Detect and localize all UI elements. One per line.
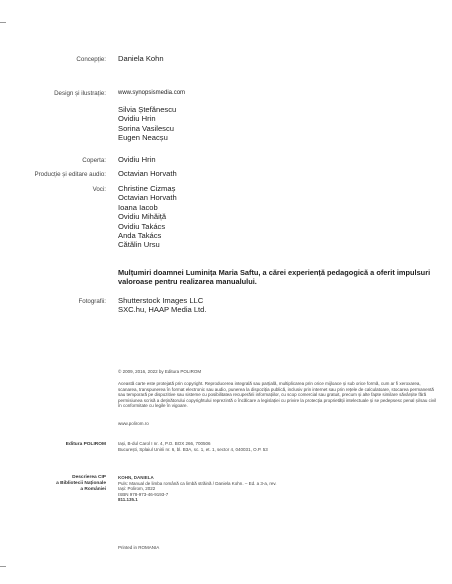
cip-classification: 811.135.1 (118, 497, 138, 503)
copyright-line: © 2009, 2016, 2022 by Editura POLIROM (118, 369, 202, 374)
fotografii-label: Fotografii: (78, 298, 106, 305)
voice-name: Ovidiu Mihăiță (118, 212, 167, 222)
coperta-label: Coperta: (82, 157, 106, 164)
crop-mark-top (0, 22, 6, 23)
design-person: Silvia Ștefănescu (118, 105, 177, 114)
publisher-website: www.polirom.ro (118, 421, 149, 426)
voice-name: Ovidiu Takács (118, 221, 166, 231)
design-person: Ovidiu Hrin (118, 114, 156, 124)
copyright-notice: Această carte este protejată prin copyright. Reproducerea integrală sau parțială, multiplicarea prin orice mijloace și sub orice formă, cum ar fi xeroxarea, scanarea, transpunerea în format electronic sau audio, punerea la dispoziția publică, inclusiv prin internet sau prin rețele de calculatoare, stocarea permanentă sau temporară pe dispozitive sau sisteme cu posibilitatea recuperării informațiilor, cu scop comercial sau gratuit, precum și alte fapte similare săvârșite fără permisiunea scrisă a deținătorului copyrightului reprezintă o încălcare a legislației cu privire la protecția proprietății intelectuale și se pedepsesc penal și/sau civil în conformitate cu legile în vigoare. (118, 381, 437, 409)
conceptie-value: Daniela Kohn (118, 54, 164, 63)
conceptie-label: Concepție: (76, 56, 106, 63)
photo-source: Shutterstock Images LLC (118, 296, 204, 305)
voice-name: Cătălin Ursu (118, 240, 160, 250)
cip-label: Descrierea CIP a Bibliotecii Naționale a României (56, 475, 106, 492)
fotografii-list (118, 296, 207, 315)
cip-line: Iași: Polirom, 2022 (118, 486, 156, 492)
design-person: Sorina Vasilescu (118, 123, 174, 133)
cip-line: ISBN 978-973-46-9193-7 (118, 491, 169, 497)
voice-name: Anda Takács (118, 231, 162, 241)
cip-line: Puls: Manual de limba română ca limbă străină / Daniela Kohn. – Ed. a 3-a, rev. (118, 480, 277, 486)
design-person: Eugen Neacșu (118, 133, 168, 143)
cip-author: KOHN, DANIELA (118, 475, 154, 480)
design-label: Design și ilustrație: (54, 90, 106, 97)
publisher-addresses (118, 441, 440, 452)
acknowledgement-text: Mulțumiri doamnei Luminița Maria Saftu, a cărei experiență pedagogică a oferit impulsuri valoroase pentru realizarea manualului. (118, 268, 431, 287)
productie-label: Producție și editare audio: (34, 171, 106, 178)
productie-value: Octavian Horvath (118, 169, 177, 178)
voice-name: Christine Cizmaș (118, 184, 176, 193)
design-people-list (118, 105, 176, 143)
publisher-label: Editura POLIROM (65, 442, 106, 447)
voice-name: Octavian Horvath (118, 193, 177, 203)
voice-name: Ioana Iacob (118, 202, 158, 212)
cip-record (118, 475, 440, 503)
printed-in: Printed in ROMANIA (118, 545, 160, 550)
coperta-value: Ovidiu Hrin (118, 155, 156, 164)
design-website: www.synopsismedia.com (118, 90, 186, 96)
voci-list (118, 184, 177, 250)
publisher-address: București, Splaiul Unirii nr. 6, bl. B3A, sc. 1, et. 1, sector 4, 040031, O.P. 53 (118, 446, 268, 452)
publisher-address: Iași, B-dul Carol I nr. 4, P.O. BOX 266, 700506 (118, 441, 211, 446)
voci-label: Voci: (92, 186, 106, 193)
photo-source: SXC.hu, HAAP Media Ltd. (118, 305, 207, 315)
crop-mark-bottom (0, 566, 6, 567)
